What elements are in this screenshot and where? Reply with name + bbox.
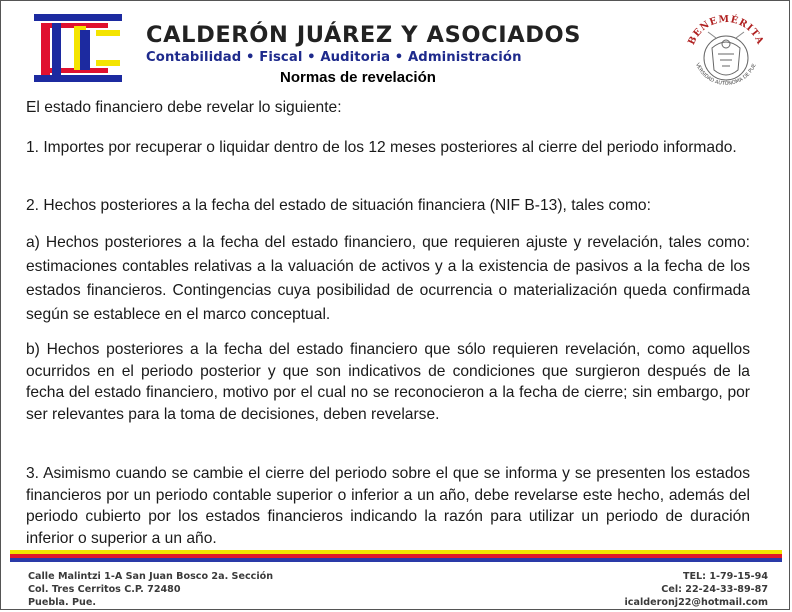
company-name: CALDERÓN JUÁREZ Y ASOCIADOS	[146, 22, 582, 48]
page-title: Normas de revelación	[280, 69, 436, 86]
stripe-blue	[10, 558, 782, 562]
footer-stripes	[10, 550, 782, 562]
address-line-2: Col. Tres Cerritos C.P. 72480	[28, 584, 181, 595]
item-2a-paragraph: a) Hechos posteriores a la fecha del estado financiero, que requieren ajuste y revelación, tales como: estimaciones contables relativas a la valuación de activos y a la existencia de pasivos a la fecha de los estados financieros. Contingencias cuya posibilidad de ocurrencia o materialización queda confirmada según se establece en el marco conceptual.	[26, 234, 750, 323]
address-line-1: Calle Malintzi 1-A San Juan Bosco 2a. Sección	[28, 571, 274, 582]
item-2-paragraph: 2. Hechos posteriores a la fecha del estado de situación financiera (NIF B-13), tales como:	[26, 197, 651, 214]
company-header	[146, 22, 656, 65]
footer-email[interactable]: icalderonj22@hotmail.com	[624, 597, 768, 608]
footer-contact	[625, 570, 768, 609]
footer	[28, 570, 768, 610]
footer-cell: Cel: 22-24-33-89-87	[661, 584, 768, 595]
address-line-3: Puebla. Pue.	[28, 597, 96, 608]
company-services: Contabilidad • Fiscal • Auditoria • Administración	[146, 50, 522, 65]
company-logo-icon	[34, 14, 122, 82]
seal-top-text: BENEMÉRITA	[686, 13, 766, 47]
university-seal-icon	[678, 8, 774, 100]
intro-paragraph: El estado financiero debe revelar lo siguiente:	[26, 99, 342, 116]
seal-bottom-text: VERSIDAD AUTÓNOMA DE PUE	[694, 62, 758, 87]
item-1-paragraph: 1. Importes por recuperar o liquidar dentro de los 12 meses posteriores al cierre del periodo informado.	[26, 139, 737, 156]
item-2b-paragraph: b) Hechos posteriores a la fecha del estado financiero que sólo requieren revelación, como aquellos ocurridos en el periodo posterior y que son indicativos de condiciones que surgieron después de la fecha del estado financiero, motivo por el cual no se reconocieron a la fecha de cierre; sin embargo, por ser relevantes para la toma de decisiones, deben revelarse.	[26, 341, 750, 423]
item-3-paragraph: 3. Asimismo cuando se cambie el cierre del periodo sobre el que se informa y se presenten los estados financieros por un periodo contable superior o inferior a un año, debe revelarse este hecho, además del periodo cubierto por los estados financieros indicando la razón para utilizar un periodo de duración inferior o superior a un año.	[26, 465, 750, 547]
footer-phone: TEL: 1-79-15-94	[682, 571, 768, 582]
footer-address	[28, 570, 273, 609]
